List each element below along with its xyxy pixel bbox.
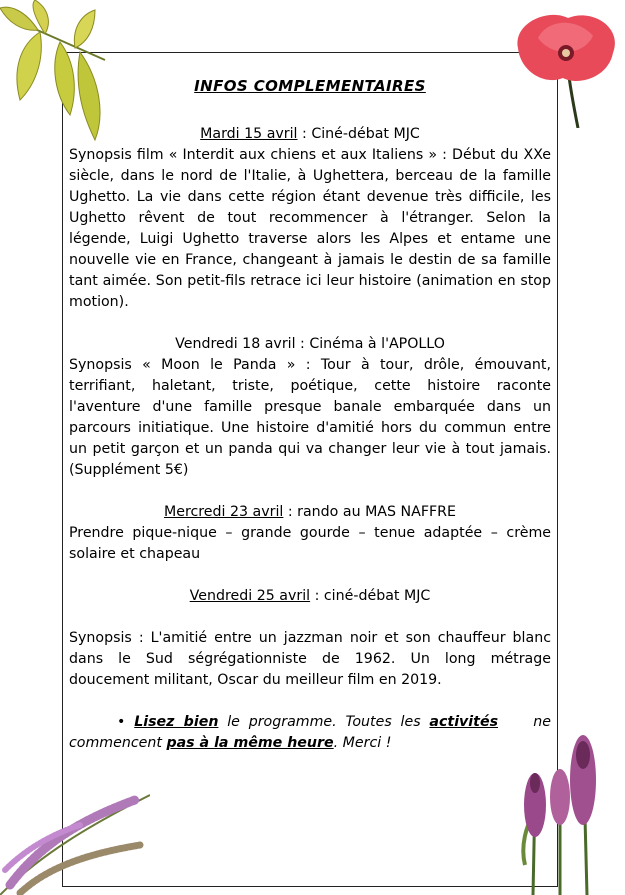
orchid-decoration: [515, 735, 625, 895]
section-header: [69, 124, 551, 145]
note-emphasis-3: pas à la même heure: [166, 735, 334, 751]
note-emphasis-1: Lisez bien: [134, 714, 219, 730]
document-body: [69, 76, 556, 754]
event-description: Synopsis « Moon le Panda » : Tour à tour, drôle, émouvant, terrifiant, haletant, triste, poétique, cette histoire raconte l'aventure d'une famille presque banale embarquée dans un parcours initiatique. Une histoire d'amitié hors du commun entre un petit garçon et un panda qui va changer leur vie à tout jamais. (Supplément 5€): [69, 357, 551, 478]
section-vendredi-25: [69, 586, 551, 691]
note-text: le programme. Toutes les: [218, 714, 430, 730]
section-header: [69, 502, 551, 523]
event-title: : Ciné-débat MJC: [297, 126, 420, 142]
section-mercredi: [69, 502, 551, 565]
event-title: : ciné-débat MJC: [310, 588, 431, 604]
note-text: ne commencent: [69, 714, 556, 751]
event-description: Synopsis : L'amitié entre un jazzman noir et son chauffeur blanc dans le Sud ségrégationniste de 1962. Un long métrage doucement militant, Oscar du meilleur film en 2019.: [69, 630, 551, 688]
note-text: . Merci !: [333, 735, 392, 751]
event-description: Synopsis film « Interdit aux chiens et aux Italiens » : Début du XXe siècle, dans le nord de l'Italie, à Ughettera, berceau de la famille Ughetto. La vie dans cette région étant devenue très difficile, les Ughetto rêvent de tout recommencer à l'étranger. Selon la légende, Luigi Ughetto traverse alors les Alpes et entame une nouvelle vie en France, changeant à jamais le destin de sa famille tant aimée. Son petit-fils retrace ici leur histoire (animation en stop motion).: [69, 147, 551, 310]
event-date: Mardi 15 avril: [200, 126, 298, 142]
section-vendredi-18: [69, 334, 551, 481]
bullet-icon: •: [117, 714, 126, 730]
closing-note: [69, 712, 556, 754]
event-date: Vendredi 25 avril: [189, 588, 311, 604]
page-title: INFOS COMPLEMENTAIRES: [194, 77, 426, 95]
event-date: Mercredi 23 avril: [163, 504, 284, 520]
section-header: Vendredi 18 avril : Cinéma à l'APOLLO: [175, 336, 445, 352]
note-emphasis-2: activités: [429, 714, 499, 730]
section-header: [69, 586, 551, 607]
event-title: : rando au MAS NAFFRE: [283, 504, 456, 520]
section-mardi: [69, 124, 551, 313]
event-description: Prendre pique-nique – grande gourde – tenue adaptée – crème solaire et chapeau: [69, 525, 551, 562]
lavender-decoration: [0, 775, 150, 895]
